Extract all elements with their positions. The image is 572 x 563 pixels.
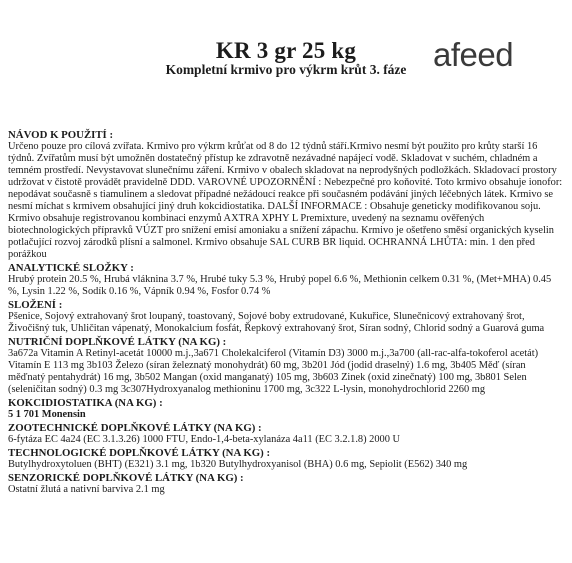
product-subtitle: Kompletní krmivo pro výkrm krůt 3. fáze	[165, 62, 407, 77]
nutritional-heading: NUTRIČNÍ DOPLŇKOVÉ LÁTKY (NA KG) :	[8, 336, 227, 348]
zootech-heading: ZOOTECHNICKÉ DOPLŇKOVÉ LÁTKY (NA KG) :	[8, 422, 262, 434]
sensory-text: Ostatní žlutá a nativní barviva 2.1 mg	[8, 484, 165, 495]
brand-logo: afeed	[433, 36, 514, 73]
label-content	[8, 128, 564, 496]
usage-text: Určeno pouze pro cílová zvířata. Krmivo pro výkrm krůťat od 8 do 12 týdnů stáří.Krmivo nesmí být použito pro krůty starší 16 týdnů. Zvířatům musí být umožněn dostatečný přístup ke zdravotně nezávadné napájecí vodě. Skladovat v suchém, chladném a temném prostředí. Nevystavovat slunečnímu záření. Krmivo v obalech skladovat na neprodyšných podložkách. Skladovací prostory udržovat v čistotě provádět pravidelně DDD. VAROVNÉ UPOZORNĚNÍ : Nebezpečné pro koňovité. Toto krmivo obsahuje ionofor: nepodávat současně s tiamulinem a sledovat případné nežádoucí reakce při současném podávání jiných léčebných látek. Krmivo se nesmí míchat s krmivem obsahující jiný druh kokcidiostatika. DALŠÍ INFORMACE : Obsahuje geneticky modifikovanou soju. Krmivo obsahuje registrovanou kombinaci enzymů AXTRA XPHY L Premixture, uvedený na seznamu ověřených biotechnologických přípravků VÚZT pro snížení emisí amoniaku a snížení zápachu. Krmivo je ošetřeno směsí organických kyselin potlačující rozvoj zárodků plísní a salmonel. Krmivo obsahuje SAL CURB BR liquid. OCHRANNÁ LHŮTA: min. 1 den před porážkou	[8, 141, 563, 260]
analytic-text: Hrubý protein 20.5 %, Hrubá vláknina 3.7 %, Hrubé tuky 5.3 %, Hrubý popel 6.6 %, Methionin celkem 0.31 %, (Met+MHA) 0.45 %, Lysin 1.22 %, Sodík 0.16 %, Vápník 0.94 %, Fosfor 0.74 %	[8, 274, 552, 297]
nutritional-text: 3a672a Vitamin A Retinyl-acetát 10000 m.j.,3a671 Cholekalciferol (Vitamín D3) 3000 m.j.,3a700 (all-rac-alfa-tokoferol acetát) Vitamín E 113 mg 3b103 Železo (síran železnatý monohydrát) 60 mg, 3b201 Jód (jodid draselný) 1.6 mg, 3b405 Měď (síran měďnatý pentahydrát) 16 mg, 3b502 Mangan (oxid manganatý) 105 mg, 3b603 Zinek (oxid zinečnatý) 100 mg, 3b801 Selen (seleničitan sodný) 0.3 mg 3c307Hydroxyanalog methioninu 1700 mg, 3c322 L-lysin, monohydrochlorid 2260 mg	[8, 348, 539, 395]
coccidio-heading: KOKCIDIOSTATIKA (NA KG) :	[8, 397, 163, 409]
sensory-heading: SENZORICKÉ DOPLŇKOVÉ LÁTKY (NA KG) :	[8, 472, 244, 484]
product-title: KR 3 gr 25 kg	[215, 38, 357, 63]
tech-heading: TECHNOLOGICKÉ DOPLŇKOVÉ LÁTKY (NA KG) :	[8, 447, 271, 459]
composition-heading: SLOŽENÍ :	[8, 299, 63, 311]
composition-text: Pšenice, Sojový extrahovaný šrot loupaný, toastovaný, Sojové boby extrudované, Kukuřice, Slunečnicový extrahovaný šrot, Živočišný tuk, Uhličitan vápenatý, Monokalcium fosfát, Řepkový extrahovaný šrot, Síran sodný, Chlorid sodný a Guarová guma	[8, 311, 545, 334]
tech-text: Butylhydroxytoluen (BHT) (E321) 3.1 mg, 1b320 Butylhydroxyanisol (BHA) 0.6 mg, Sepiolit (E562) 340 mg	[8, 459, 468, 470]
coccidio-text: 5 1 701 Monensin	[8, 409, 86, 420]
usage-heading: NÁVOD K POUŽITÍ :	[8, 129, 114, 141]
zootech-text: 6-fytáza EC 4a24 (EC 3.1.3.26) 1000 FTU, Endo-1,4-beta-xylanáza 4a11 (EC 3.2.1.8) 2000 U	[8, 434, 401, 445]
analytic-heading: ANALYTICKÉ SLOŽKY :	[8, 262, 134, 274]
